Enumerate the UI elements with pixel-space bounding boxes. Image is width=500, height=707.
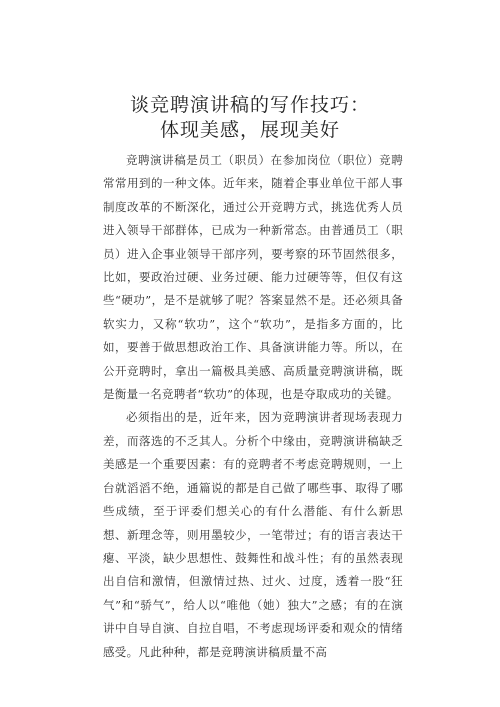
document-title-line-1: 谈竞聘演讲稿的写作技巧： bbox=[129, 94, 370, 116]
body-paragraph-1: 竞聘演讲稿是员工（职员）在参加岗位（职位）竞聘常常用到的一种文体。近年来，随着企事业单位干部人事制度改革的不断深化，通过公开竞聘方式，挑选优秀人员进入领导干部群体，已成为一种新常态。由普通员工（职员）进入企事业领导干部序列，要考察的环节固然很多，比如，要政治过硬、业务过硬、能力过硬等等，但仅有这些“硬功”，是不是就够了呢？答案显然不是。还必须具备软实力，又称“软功”，这个“软功”，是指多方面的，比如，要善于做思想政治工作、具备演讲能力等。所以，在公开竞聘时，拿出一篇极具美感、高质量竞聘演讲稿，既是衡量一名竞聘者“软功”的体现，也是夺取成功的关键。 bbox=[103, 153, 403, 402]
body-paragraph-2: 必须指出的是，近年来，因为竞聘演讲者现场表现力差，而落选的不乏其人。分析个中缘由，竞聘演讲稿缺乏美感是一个重要因素：有的竞聘者不考虑竞聘规则，一上台就滔滔不绝，通篇说的都是自己做了哪些事、取得了哪些成绩，至于评委们想关心的有什么潜能、有什么新思想、新理念等，则用墨较少，一笔带过；有的语言表达干瘪、平淡，缺少思想性、鼓舞性和战斗性；有的虽然表现出自信和激情，但激情过热、过火、过度，透着一股“狂气”和“骄气”，给人以“唯他（她）独大”之感；有的在演讲中自导自演、自拉自唱，不考虑现场评委和观众的情绪感受。凡此种种，都是竞聘演讲稿质量不高 bbox=[103, 410, 403, 659]
document-title-line-2: 体现美感，展现美好 bbox=[159, 119, 340, 141]
document-body bbox=[103, 149, 403, 664]
